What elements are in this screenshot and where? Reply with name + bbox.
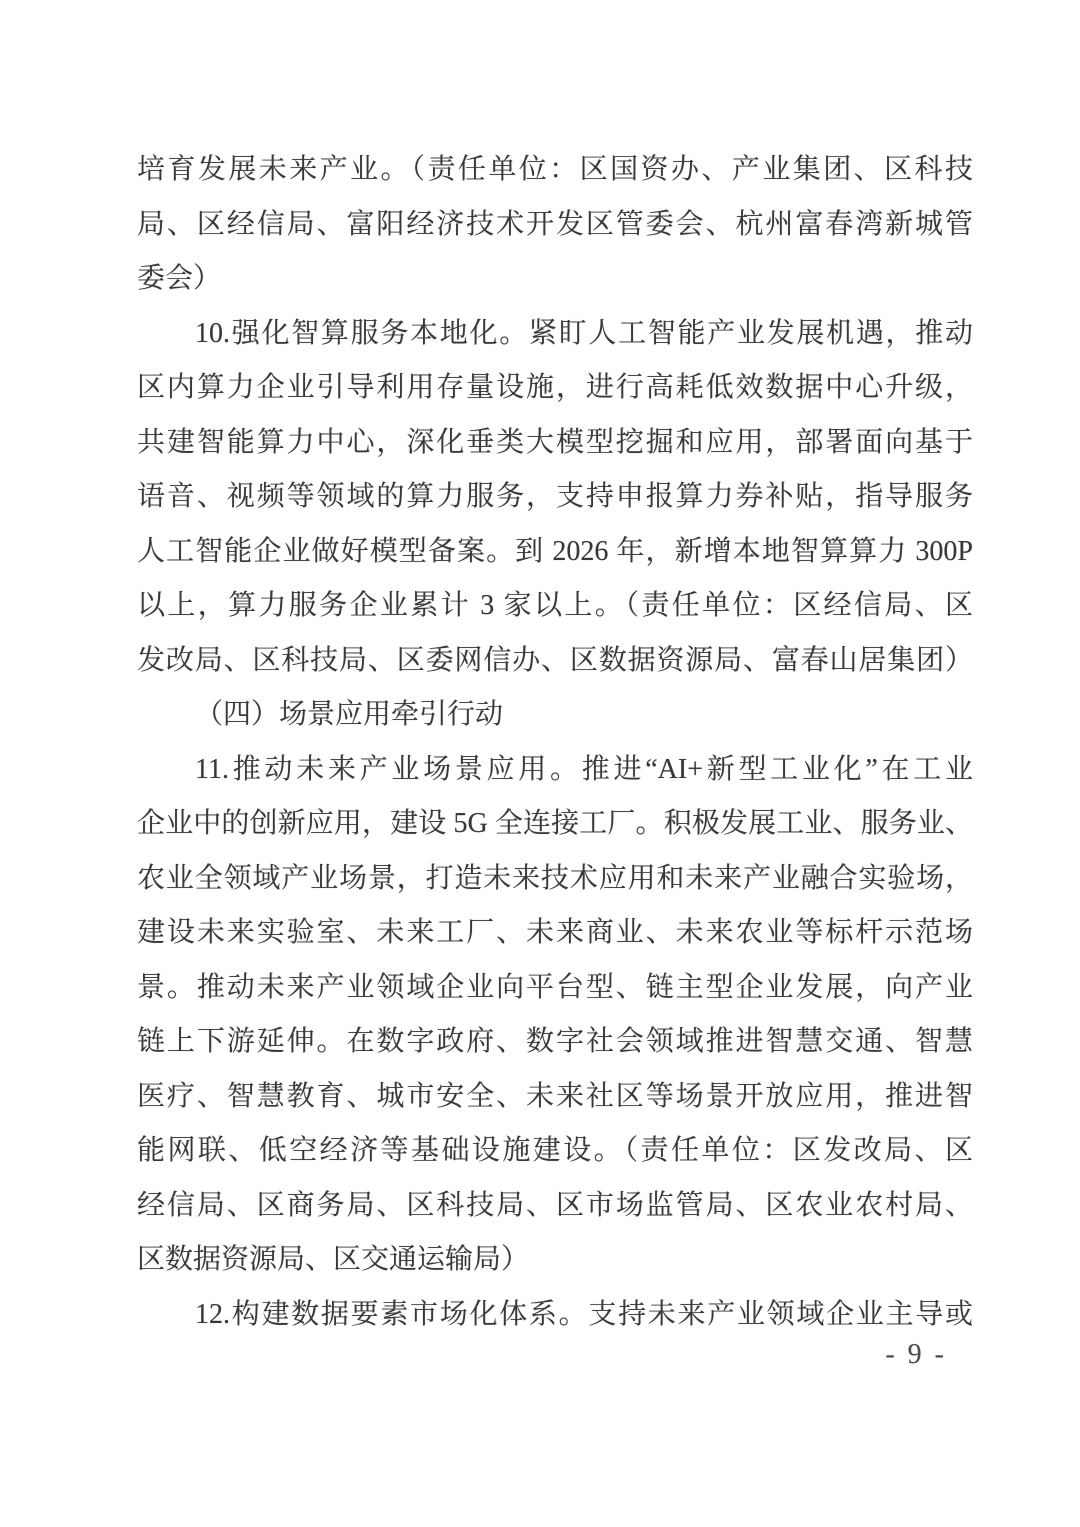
- text-line: 区数据资源局、区交通运输局）: [137, 1244, 530, 1275]
- text-line: 景。推动未来产业领域企业向平台型、链主型企业发展，向产业: [137, 971, 973, 1003]
- text-line: 共建智能算力中心，深化垂类大模型挖掘和应用，部署面向基于: [137, 426, 973, 458]
- text-line: （四）场景应用牵引行动: [195, 699, 504, 730]
- text-line: 局、区经信局、富阳经济技术开发区管委会、杭州富春湾新城管: [137, 208, 973, 240]
- text-line: 委会）: [137, 263, 222, 294]
- document-body: [137, 143, 973, 1342]
- text-line: 以上，算力服务企业累计 3 家以上。（责任单位：区经信局、区: [137, 590, 973, 621]
- text-line: 培育发展未来产业。（责任单位：区国资办、产业集团、区科技: [137, 154, 973, 185]
- text-line: 能网联、低空经济等基础设施建设。（责任单位：区发改局、区: [137, 1135, 973, 1166]
- text-line: 建设未来实验室、未来工厂、未来商业、未来农业等标杆示范场: [137, 917, 973, 948]
- text-line: 经信局、区商务局、区科技局、区市场监管局、区农业农村局、: [137, 1189, 973, 1221]
- text-line: 医疗、智慧教育、城市安全、未来社区等场景开放应用，推进智: [137, 1080, 973, 1112]
- text-line: 人工智能企业做好模型备案。到 2026 年，新增本地智算算力 300P: [137, 535, 973, 567]
- text-line: 发改局、区科技局、区委网信办、区数据资源局、富春山居集团）: [137, 644, 973, 676]
- text-line: 链上下游延伸。在数字政府、数字社会领域推进智慧交通、智慧: [137, 1026, 973, 1057]
- page-number: - 9 -: [885, 1339, 947, 1370]
- text-line: 企业中的创新应用，建设 5G 全连接工厂。积极发展工业、服务业、: [137, 808, 973, 839]
- text-line: 11.推动未来产业场景应用。推进“AI+新型工业化”在工业: [195, 753, 973, 785]
- text-line: 区内算力企业引导利用存量设施，进行高耗低效数据中心升级，: [137, 372, 973, 403]
- text-line: 10.强化智算服务本地化。紧盯人工智能产业发展机遇，推动: [195, 317, 973, 349]
- text-line: 语音、视频等领域的算力服务，支持申报算力券补贴，指导服务: [137, 481, 973, 512]
- text-line: 农业全领域产业场景，打造未来技术应用和未来产业融合实验场，: [137, 862, 973, 894]
- text-line: 12.构建数据要素市场化体系。支持未来产业领域企业主导或: [195, 1298, 973, 1330]
